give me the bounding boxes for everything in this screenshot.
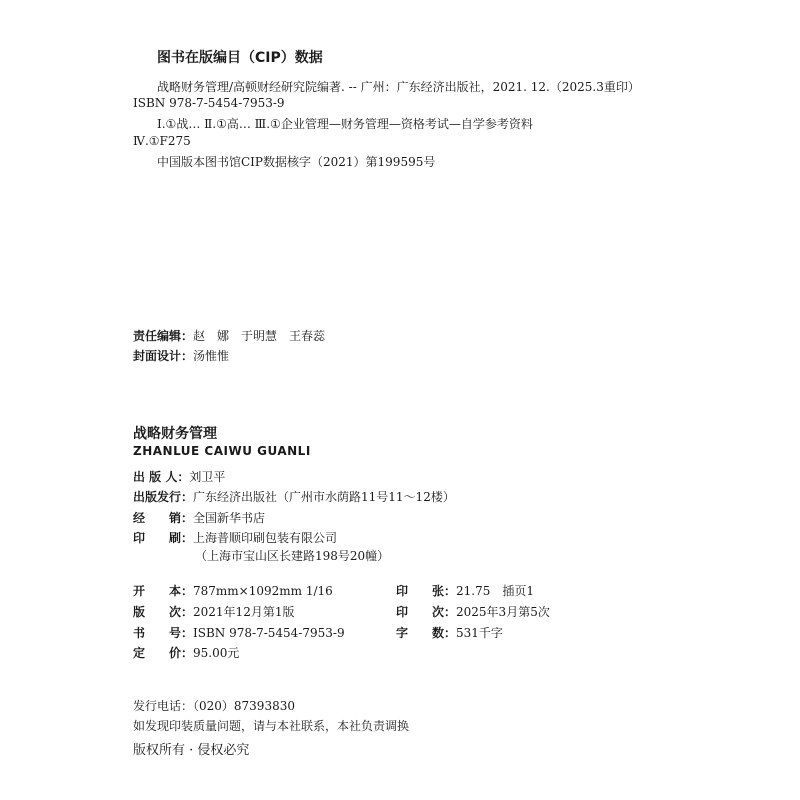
copyright-notice: 版权所有 · 侵权必究 <box>133 743 250 758</box>
issue-phone: 发行电话：（020）87393830 <box>133 699 295 713</box>
quality-notice: 如发现印装质量问题，请与本社联系，本社负责调换 <box>133 719 410 733</box>
format-row <box>133 580 333 599</box>
printer-label: 印 刷： <box>133 531 194 545</box>
editor-row <box>133 325 325 344</box>
cover-row <box>133 345 229 364</box>
cover-label: 封面设计： <box>133 349 194 363</box>
distributor-label: 经 销： <box>133 511 194 525</box>
printer-address: （上海市宝山区长建路198号20幢） <box>195 549 390 563</box>
editor-value: 赵 娜 于明慧 王春蕊 <box>193 329 326 343</box>
sheets-row <box>396 580 534 599</box>
impression-row <box>396 601 550 620</box>
cip-heading: 图书在版编目（CIP）数据 <box>157 50 323 66</box>
cip-line-2: ISBN 978-7-5454-7953-9 <box>133 96 285 110</box>
editor-label: 责任编辑： <box>133 329 194 343</box>
distributor-row <box>133 507 265 526</box>
publisher-label: 出 版 人： <box>133 470 190 484</box>
words-value: 531千字 <box>456 626 503 640</box>
cip-line-4: Ⅳ.①F275 <box>133 134 191 148</box>
impression-value: 2025年3月第5次 <box>456 605 550 619</box>
isbn-row <box>133 622 345 641</box>
printer-value: 上海普顺印刷包装有限公司 <box>193 531 338 545</box>
publisher-value: 刘卫平 <box>189 470 226 484</box>
format-value: 787mm×1092mm 1/16 <box>193 584 333 598</box>
distributor-value: 全国新华书店 <box>193 511 266 525</box>
price-value: 95.00元 <box>193 646 240 660</box>
words-label: 字 数： <box>396 626 457 640</box>
sheets-label: 印 张： <box>396 584 457 598</box>
sheets-value: 21.75 插页1 <box>456 584 535 598</box>
cip-line-5: 中国版本图书馆CIP数据核字（2021）第199595号 <box>157 155 436 169</box>
cip-line-1: 战略财务管理/高顿财经研究院编著. -- 广州：广东经济出版社，2021. 12.（2025.3重印） <box>157 80 640 94</box>
edition-row <box>133 601 294 620</box>
issuer-label: 出版发行： <box>133 490 194 504</box>
cip-line-3: Ⅰ.①战… Ⅱ.①高… Ⅲ.①企业管理—财务管理—资格考试—自学参考资料 <box>157 117 533 131</box>
impression-label: 印 次： <box>396 605 457 619</box>
book-pinyin: ZHANLUE CAIWU GUANLI <box>133 444 311 458</box>
edition-value: 2021年12月第1版 <box>193 605 295 619</box>
issuer-row <box>133 486 455 505</box>
book-title: 战略财务管理 <box>133 426 217 442</box>
edition-label: 版 次： <box>133 605 194 619</box>
issuer-value: 广东经济出版社（广州市水荫路11号11～12楼） <box>193 490 455 504</box>
printer-row <box>133 527 337 546</box>
publisher-row <box>133 466 225 485</box>
price-label: 定 价： <box>133 646 194 660</box>
price-row <box>133 642 239 661</box>
cover-value: 汤惟惟 <box>193 349 230 363</box>
format-label: 开 本： <box>133 584 194 598</box>
isbn-label: 书 号： <box>133 626 194 640</box>
words-row <box>396 622 503 641</box>
isbn-value: ISBN 978-7-5454-7953-9 <box>193 626 345 640</box>
